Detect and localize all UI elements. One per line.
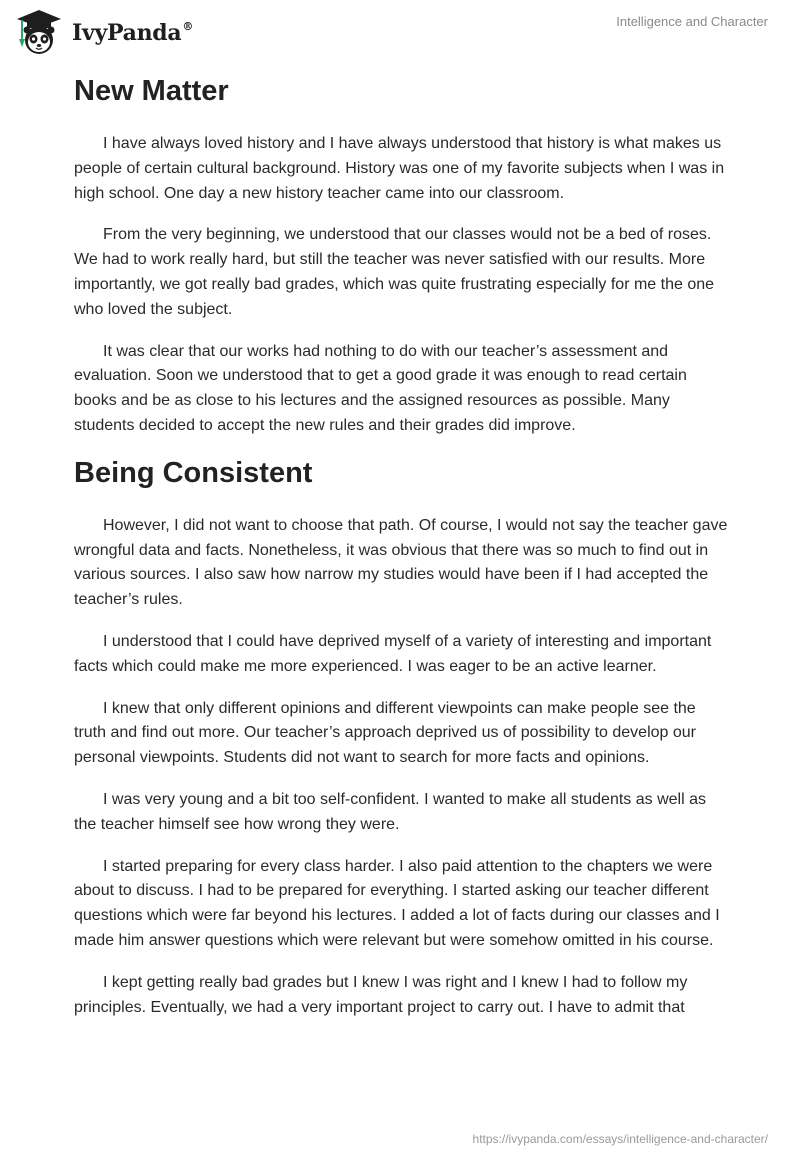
paragraph: I was very young and a bit too self-confident. I wanted to make all students as well as the teacher himself see how wrong they were. bbox=[74, 790, 706, 833]
section-heading: New Matter bbox=[74, 75, 229, 107]
paragraph: I knew that only different opinions and different viewpoints can make people see the truth and find out more. Our teacher’s approach deprived us of possibility to develop our personal viewpoints. Students did not want to search for more facts and opinions. bbox=[74, 699, 696, 767]
page-header bbox=[0, 0, 800, 64]
panda-graduate-icon bbox=[14, 9, 64, 57]
essay-body bbox=[74, 66, 730, 1037]
brand-name: IvyPanda® bbox=[72, 20, 194, 46]
source-url-link[interactable]: https://ivypanda.com/essays/intelligence-and-character/ bbox=[472, 1132, 768, 1146]
paragraph: I started preparing for every class harder. I also paid attention to the chapters we were about to discuss. I had to be prepared for everything. I started asking our teacher different questions which were far beyond his lectures. I added a lot of facts during our classes and I made him answer questions which were relevant but were somehow omitted in his course. bbox=[74, 857, 720, 949]
ivypanda-logo[interactable] bbox=[14, 9, 193, 57]
paragraph: I have always loved history and I have always understood that history is what makes us people of certain cultural background. History was one of my favorite subjects when I was in high school. One day a new history teacher came into our classroom. bbox=[74, 135, 725, 202]
paragraph: From the very beginning, we understood that our classes would not be a bed of roses. We had to work really hard, but still the teacher was never satisfied with our results. More importantly, we got really bad grades, which was quite frustrating especially for me the one who loved the subject. bbox=[74, 226, 715, 318]
paragraph: I kept getting really bad grades but I knew I was right and I knew I had to follow my principles. Eventually, we had a very important project to carry out. I have to admit that bbox=[74, 973, 688, 1016]
section-heading: Being Consistent bbox=[74, 456, 313, 489]
paragraph: I understood that I could have deprived myself of a variety of interesting and important facts which could make me more experienced. I was eager to be an active learner. bbox=[74, 632, 712, 675]
paragraph: It was clear that our works had nothing to do with our teacher’s assessment and evaluation. Soon we understood that to get a good grade it was enough to read certain books and be as close to his lectures and the assigned resources as possible. Many students decided to accept the new rules and their grades did improve. bbox=[74, 342, 687, 434]
paragraph: However, I did not want to choose that path. Of course, I would not say the teacher gave wrongful data and facts. Nonetheless, it was obvious that there was so much to find out in various sources. I also saw how narrow my studies would have been if I had accepted the teacher’s rules. bbox=[74, 516, 728, 609]
document-title: Intelligence and Character bbox=[616, 14, 768, 29]
